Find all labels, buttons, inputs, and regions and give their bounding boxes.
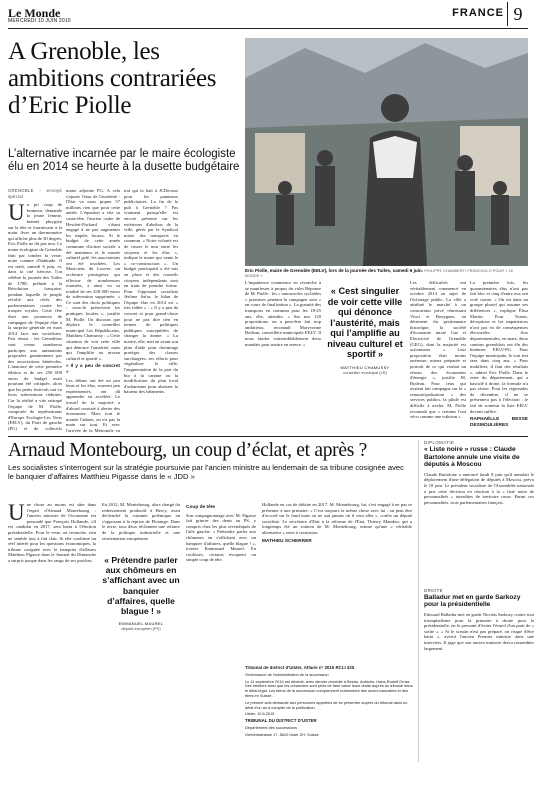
brief-kicker: DIPLOMATIE: [424, 440, 455, 445]
dateline: MERCREDI 10 JUIN 2015: [8, 18, 71, 24]
brief-body: Edouard Balladur met en garde Nicolas Sarkozy contre tout triomphalisme pour la primaire à droite pour la présidentielle, en le pressant d'éviter l'écueil d'un parti de « sortie ». « Si le scrutin n'est pas préparé, on risque d'être battu », avertit l'ancien Premier ministre dans une interview. Il juge que son ancien ministre devra rassembler largement.: [424, 611, 534, 651]
brief-title: Balladur met en garde Sarkozy pour la présidentielle: [424, 593, 521, 609]
legal-note: Le présent avis demande aux personnes appelées de se présenter auprès du tribunal dans un délai d'un an à compter de la publication.: [245, 699, 408, 710]
brief-item: [424, 588, 534, 762]
second-dropcap: U: [8, 502, 25, 525]
lead-quote-author: MATTHIEU CHAMUSSY: [340, 364, 390, 370]
second-column-1: [8, 502, 96, 792]
second-headline: Arnaud Montebourg, un coup d’éclat, et après ?: [8, 440, 367, 461]
lead-quote-text: « Cest singulier de voir cette ville qui dénonce l’austérité, mais qui l’amplifie au niveau culturel et sportif »: [327, 286, 403, 359]
second-pull-quote: [102, 555, 180, 631]
second-column-2: [102, 502, 180, 552]
lead-headline: A Grenoble, les ambitions contrariées d’Eric Piolle: [8, 38, 217, 119]
lead-text-1: n pti coup de brumeur, demande la jeune femme, bonnet phrygien sur la tête et fournisseur à la main. Avec un thermomètre qui affiche plus de 30 degrés, Eric Piolle ne dit pas non. Le maire écologiste de Grenoble finit par tomber la veste, notre comme d'habitude. Il est midi, samedi 6 juin, et, dans la cité iséroise, l'on célèbre la journée des Tuiles de 1788, prélude à la Révolution française, pendant laquelle le peuple révolté aux côtés des parlementaires contre les troupes royales. Cette fête était une promesse de campagne de l'équipe élue à la surprise générale en mars 2014 face aux socialistes. Pari réussi : les Grenoblois sont venus nombreux participer aux animations proposées gratuitement par des associations bénévoles. L'annonce de cette première édition et de ses 250 000 euros de budget avait pourtant été critiquée, alors que les petits festivals ont vu leurs subventions réduites. Car la réalité a vite rattrapé l'équipe de M. Piolle, composée de représentants d'Europe Ecologie-Les Verts (EELV), du Parti de gauche (PG) et de collectifs: [8, 202, 62, 431]
legal-heading: Tribunal de district d'Ulster, Affaire n° 2015 RCLI 325: [245, 666, 355, 670]
lead-kicker: GRENOBLE - envoyé spécial: [8, 188, 62, 199]
second-quote-text: « Prétendre parler aux chômeurs en s’affichant avec un banquier d’affaires, quelle blague ! »: [102, 555, 180, 617]
lead-text-2b: Les débuts ont été un peu lents et les élus, souvent peu expérimentés, ont dû apprendre en accéléré. Le travail de la majorité a d'abord consisté à alerter des économies. Mais tout le monde l'admet, on n'a pas la main sur tout. Et avec l'arrivée de la Métropole en: [66, 377, 120, 432]
lead-text-4: L'impatience commence en revanche à se manifester à propos du volet Réponse de M. Piolle : les « autorosoles cyclables » promises pendant la campagne sont « en cours de finalisation ». La gratuité des transports en commun pour les 18-25 ans, elle, attendra. « Sur nos 120 propositions, on a peut-être fait trop ambitieux, reconnaît Maryvonne Boileau, conseillère municipale EELV. Il nous faudra vraisemblablement deux mandats pour mettre en œuvre. »: [245, 280, 321, 347]
second-signature: MATHIEU SCHERRER: [262, 538, 312, 544]
legal-body: Le 11 septembre 2014 est décédé, avec dernier domicile à Bezau, Autriche, Hans-Rudolf Gross. Ses héritiers ainsi que les créanciers sont priés de faire valoir leurs droits auprès du tribunal dans le délai légal. Les biens de la succession comprennent notamment des avoirs bancaires et des titres en Suisse.: [245, 678, 413, 698]
photo-caption: Eric Piolle, maire de Grenoble (EELV), lors de la journée des Tuiles, samedi 6 juin.: [245, 268, 424, 273]
brief-item: [424, 440, 534, 582]
photo-caption-block: [245, 268, 528, 278]
brief-kicker: DROITE: [424, 587, 443, 593]
lead-column-2: [66, 188, 120, 432]
second-quote-author: EMMANUEL MAUREL: [118, 621, 164, 627]
legal-intro: Ordonnance de l'administration de la succession: [245, 671, 329, 677]
second-quote-role: député européen (PS): [121, 626, 161, 632]
lead-signature: RAPHAËLLE BESSE DESMOULIÈRES: [470, 417, 528, 428]
second-text-3: Son compagnonnage avec M. Pigasse fait grincer des dents au PS, y compris chez les plus revendiqués de l'aile gauche. « Prétendre parler aux chômeurs en s'affichant avec un banquier d'affaires, quelle blague ! », ironise Emmanuel Maurel. En coulisses, certains évoquent un simple coup de tête.: [186, 512, 256, 563]
legal-dept: Département des successions: [245, 724, 298, 730]
lead-column-5: [410, 280, 466, 432]
lead-column-4: [245, 280, 321, 432]
lead-column-3: [124, 188, 178, 432]
lead-photo: [245, 38, 528, 266]
second-column-4: [262, 502, 412, 662]
page-header: [8, 4, 528, 29]
lead-dek: L’alternative incarnée par le maire écologiste élu en 2014 se heurte à la dusette budgétaire: [8, 148, 240, 173]
briefs-sidebar: [418, 440, 534, 762]
lead-text-2: maire adjointe PG. A cela s'ajoute l'étau de l'austérité : l'Etat va nous piquer 57 millions rien que pour cette année. L'équation a vite su casse-tête, l'ancien cadre de Hewlett-Packard s'étant engagé à ne pas augmenter les impôts locaux. Si le budget de cette année commune d'action sociale a été maintenu et le musée culturel gelé, les associations ont été touchées. Les Musiciens du Louvre, un orchestre prestigieux qui effectue de nombreuses tournées, a ainsi vu sa totalité de ses 438 000 euros de subvention supprimée. « Ce sont des choix politiques : ceux-là préservent les pratiques locales », justifie M. Piolle. Un discours que déplore le conseiller municipal Les Républicains, Matthieu Chamussy : « Cette situation de voir cette ville qui dénonce l'austérité, mais qui l'amplifie au niveau culturel et sportif ».: [66, 188, 120, 361]
lead-pull-quote: [325, 286, 405, 375]
lead-quote-role: conseiller municipal (LR): [343, 369, 387, 375]
legal-court: TRIBUNAL DU DISTRICT D'USTER: [245, 718, 317, 724]
section-label: FRANCE: [452, 7, 504, 19]
lead-text-5: Les difficultés ont véritablement commencé en octobre 2014 au sujet de l'éclairage public. La ville a attribué le marché à un consortium privé réunissant Vinci et Bouygues, au détriment du gestionnaire historique, la société d'économie mixte Gaz et Electricité de Grenoble (GEG), dont la majorité est actionnaire. « Leur proposition était moins onéreuse, mieux préparée et portrait de ce qui voulait un réseau des économies d'énergie », justifie M. Boileau. Pour ceux qui avaient fait campagne sur la « remunicipalisation » des services publics, la pilule est difficile à avaler. M. Piolle reconnaît que « certains l'ont vécu comme une trahison ».: [410, 280, 466, 420]
page-number: 9: [507, 2, 528, 26]
lead-subhead: « Il y a peu de concret »: [66, 364, 120, 375]
lead-column-6: [470, 280, 528, 432]
second-text-2: En 2012, M. Montebourg, alors chargé du redressement productif à Bercy, avait déclenché la cuisante polémique en s'opposant à la reprise de Florange. Dans le texte, tous deux réclament une relance de la politique industrielle et une réorientation européenne.: [102, 502, 180, 541]
legal-addr: Gerichtsstrasse 17, 8610 Uster ZH, Suisse: [245, 731, 319, 737]
second-text-1: ne chose au moins est sûre dans l'esprit d'Arnaud Montebourg : l'ancien ministre de l'économie est persuadé que François Hollande, s'il est candidat en 2017, sera battu à l'élection présidentielle. Pour le reste, en revanche, rien ne semble tout à fait clair. Si elle confirme un réel intérêt pour les questions économiques, la tribune cosignée avec le banquier d'affaires Matthieu Pigasse dans le Journal du Dimanche a surpris jusque dans les rangs de ses proches.: [8, 502, 96, 563]
lead-column-1: [8, 188, 62, 432]
legal-place-date: Ulster, 10.6.2015: [245, 711, 275, 717]
legal-notice: [245, 666, 415, 740]
lead-dropcap: U: [8, 200, 25, 226]
photo-credit: PHILIPPE CHAMBERT/ FRENCHOLO POUR « LE MONDE »: [245, 269, 514, 278]
second-dek: Les socialistes s’interrogent sur la stratégie poursuivie par l’ancien ministre au lendemain de sa tribune cosignée avec le banquier d’affaires Matthieu Pigasse dans le « JDD »: [8, 463, 404, 481]
second-text-4: Hollande en cas de défaite en 2017. M. Montebourg, lui, s'est engagé à ne pas se présenter à une primaire. « C'est toujours la même chose avec lui : on peut être d'accord sur le fond mais on ne sait jamais où il veut aller », confie un député socialiste. Le secrétaire d'Etat à la réforme de l'Etat, Thierry Mandon, qui a longtemps été un soutien de M. Montebourg, estime qu'une « véritable alternative » reste à construire.: [262, 502, 412, 535]
photo-grenoble-scene: [245, 38, 528, 266]
masthead-logo: Le Monde: [8, 6, 61, 20]
brief-title: « Liste noire » russe : Claude Bartolone annule une visite de députés à Moscou: [424, 446, 520, 469]
brief-body: Claude Bartolone a annoncé lundi 8 juin qu'il annulait le déplacement d'une délégation de députés à Moscou, prévu le 18 juin. Le président socialiste de l'Assemblée nationale a pris cette décision en réaction à la « liste noire de personnalités » interdites de territoire russe. Parmi ces personnalités, trois parlementaires français.: [424, 471, 534, 505]
article-separator: [8, 436, 528, 437]
lead-text-6: La première fois, les quarantenaires élus n'ont pas fait bloc et cinq d'entre eux ont voté contre. « On est dans un groupe pluriel qui assume ses différences », explique Élisa Martin. Pour Tomas, déceptions et les impatiences n'ont pas eu de conséquences électorales. Aux départementales, en mars, deux cantons grenoblois ont élu des binômes EELV-PG. Pour l'équipe municipale, le vrai test sera dans cinq ans. « Pour mobiliser, il faut des résultats », admet Eric Piolle. Dans le reste du département, qui a basculé à droite, la formule n'a pas réussi. Pour les régionales de décembre, il ne se présentera pas à l'élection : le fait de soutenir la liste EELV devrait suffire.: [470, 280, 528, 414]
lead-text-3: trat qui la liait à JCDecaux pour les panneaux publicitaires. La fin de la pub à Grenoble ? Pas vraiment puisqu'elle est encore présente sur les extérieurs d'abribus de la ville, gérés par le Syndicat mixte des transports en commun. « Notre volonté est de casser le mur entre les citoyens et les élus », indique le maire qui vante le « co-construction ». Un budget participatif a été mis en place et des conseils citoyens indépendants sont en train de prendre forme. Pour l'opposant socialiste Jérôme Safar, le bilan de l'équipe élue en 2014 est « très faible » : « Il y a peu de concret et pour grand-chose pour ne pas dire rien en termes de politiques publiques susceptibles de changer la donne. » La mairie, elle, met en avant son plan d'aide pour davantage protéger des classes surchargées, ses efforts pour végétaliser la ville, l'augmentation de la part du bio à la cantine ou la modification du plan local d'urbanisme pour abaisser la hauteur des bâtiments.: [124, 188, 178, 395]
second-column-3: [186, 502, 256, 792]
second-subhead: Coup de tête: [186, 505, 216, 510]
